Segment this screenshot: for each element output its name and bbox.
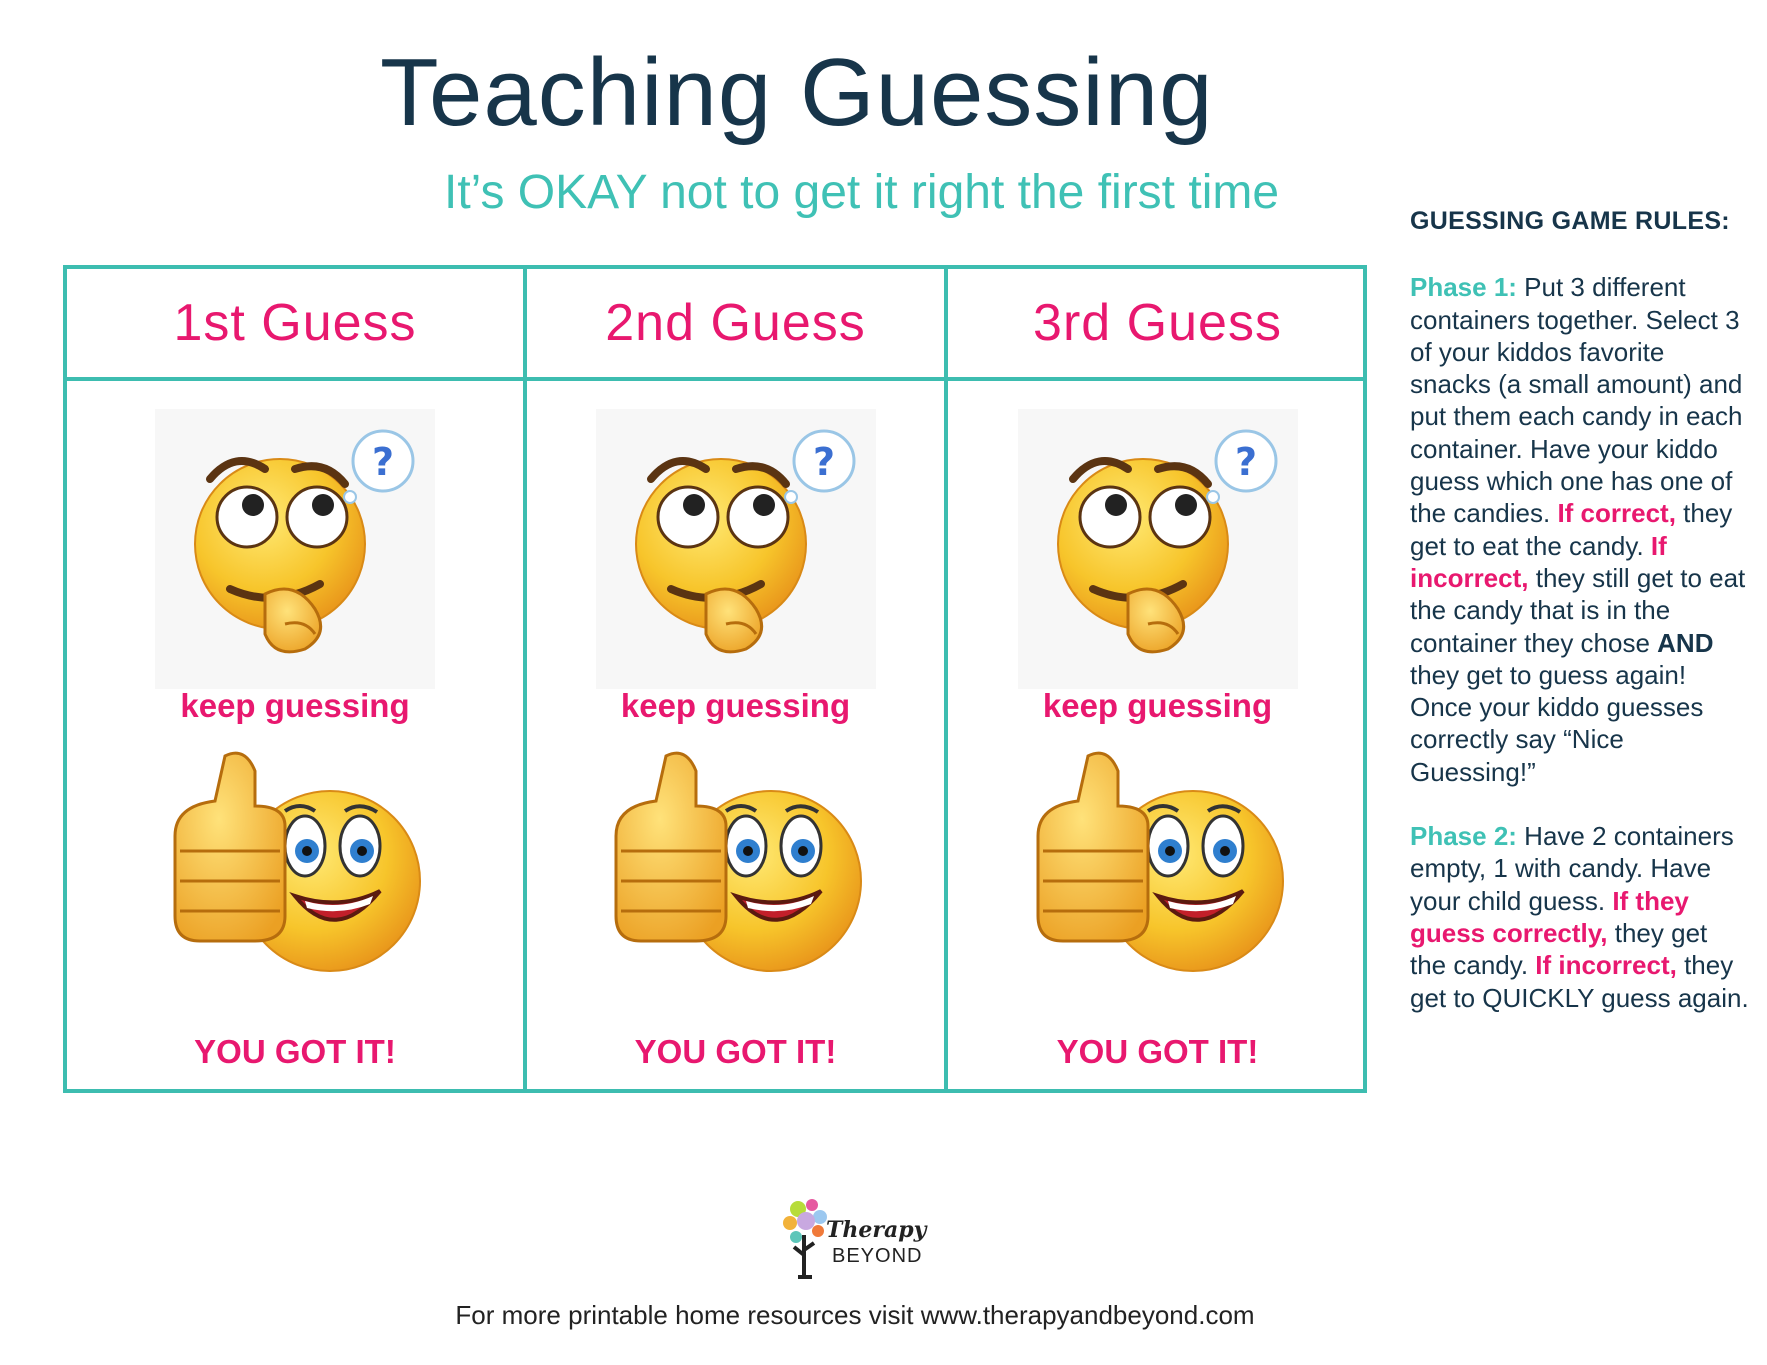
footer-text: For more printable home resources visit www.therapyandbeyond.com bbox=[455, 1300, 1255, 1330]
keep-guessing-label: keep guessing bbox=[1042, 687, 1273, 724]
page-title: Teaching Guessing bbox=[380, 39, 1214, 146]
keep-guessing-label: keep guessing bbox=[620, 687, 851, 724]
phase-1-text: they still get to eat the candy that is in the container they chose bbox=[1410, 562, 1746, 658]
you-got-it-label: YOU GOT IT! bbox=[1056, 1033, 1259, 1070]
phase-1-text: they get to guess again! Once your kiddo guesses correctly say “Nice Guessing!” bbox=[1410, 659, 1704, 787]
column-heading: 3rd Guess bbox=[948, 269, 1367, 381]
phase-2-text: they get to QUICKLY guess again. bbox=[1410, 950, 1749, 1013]
column-heading: 1st Guess bbox=[67, 269, 523, 381]
thinking-emoji-icon bbox=[596, 409, 876, 689]
thumbs-up-emoji-icon bbox=[155, 746, 435, 996]
if-incorrect-label: If incorrect, bbox=[1535, 950, 1677, 981]
you-got-it-label: YOU GOT IT! bbox=[194, 1033, 396, 1070]
thumbs-up-emoji-icon bbox=[596, 746, 876, 996]
keep-guessing-label: keep guessing bbox=[180, 687, 410, 724]
guess-column-2 bbox=[523, 269, 944, 1089]
if-correct-label: If correct, bbox=[1557, 498, 1676, 529]
column-heading: 2nd Guess bbox=[527, 269, 944, 381]
phase-2-label: Phase 2: bbox=[1410, 821, 1517, 852]
therapy-and-beyond-logo bbox=[778, 1195, 928, 1285]
phase-1-text: they get to eat the candy. bbox=[1410, 498, 1733, 561]
phase-2-paragraph bbox=[1410, 820, 1750, 1014]
if-correct-label: If they guess correctly, bbox=[1410, 885, 1689, 948]
guess-table bbox=[63, 265, 1367, 1093]
phase-1-label: Phase 1: bbox=[1410, 272, 1517, 303]
if-incorrect-label: If incorrect, bbox=[1410, 530, 1667, 593]
thinking-emoji-icon bbox=[155, 409, 435, 689]
and-emphasis: AND bbox=[1657, 627, 1714, 658]
phase-1-text: Put 3 different containers together. Select 3 of your kiddos favorite snacks (a small amount) and put them each candy in each container. Have your kiddo guess which one has one of the candies. bbox=[1410, 272, 1743, 529]
logo-text-therapy: Therapy bbox=[826, 1217, 927, 1243]
guessing-game-rules bbox=[1410, 205, 1750, 1046]
guess-column-1 bbox=[67, 269, 523, 1089]
you-got-it-label: YOU GOT IT! bbox=[634, 1033, 837, 1070]
rules-title: GUESSING GAME RULES: bbox=[1410, 207, 1730, 235]
phase-2-text: Have 2 containers empty, 1 with candy. Have your child guess. bbox=[1410, 821, 1734, 916]
thinking-emoji-icon bbox=[1018, 409, 1298, 689]
phase-1-paragraph bbox=[1410, 271, 1750, 788]
logo-text-beyond: BEYOND bbox=[832, 1245, 923, 1267]
page-subtitle: It’s OKAY not to get it right the first time bbox=[444, 166, 1280, 219]
guess-column-3 bbox=[944, 269, 1367, 1089]
phase-2-text: they get the candy. bbox=[1410, 917, 1708, 981]
thumbs-up-emoji-icon bbox=[1018, 746, 1298, 996]
